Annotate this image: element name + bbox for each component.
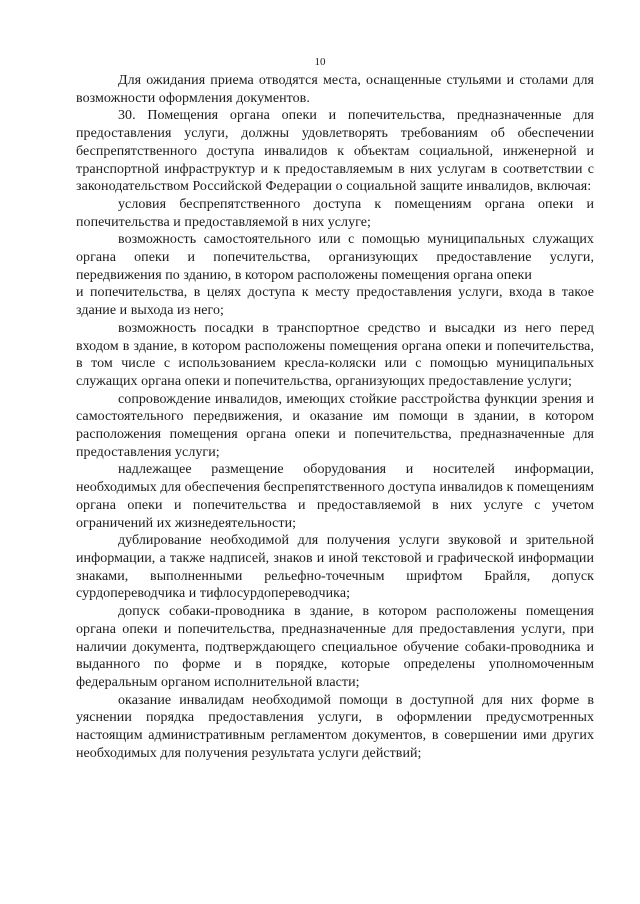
paragraph: возможность посадки в транспортное средство и высадки из него перед входом в здание, в котором расположены помещения органа опеки и попечительства, в том числе с использованием кресла-коляски или с помощью муниципальных служащих органа опеки и попечительства, организующих предоставление услуги;	[76, 320, 594, 389]
paragraph: Для ожидания приема отводятся места, оснащенные стульями и столами для возможности оформления документов.	[76, 73, 594, 106]
paragraph: допуск собаки-проводника в здание, в котором расположены помещения органа опеки и попечительства, предназначенные для предоставления услуги, при наличии документа, подтверждающего специальное обучение собаки-проводника и выданного по форме и в порядке, которые определены уполномоченным федеральным органом исполнительной власти;	[76, 604, 594, 690]
paragraph: 30. Помещения органа опеки и попечительства, предназначенные для предоставления услуги, должны удовлетворять требованиям об обеспечении беспрепятственного доступа инвалидов к объектам социальной, инженерной и транспортной инфраструктур и к предоставляемым в них услугам в соответствии с законодательством Российской Федерации о социальной защите инвалидов, включая:	[76, 108, 594, 195]
page-number: 10	[314, 56, 326, 68]
paragraph: и попечительства, в целях доступа к месту предоставления услуги, входа в такое здание и выхода из него;	[76, 285, 594, 319]
paragraph: возможность самостоятельного или с помощью муниципальных служащих органа опеки и попечительства, организующих предоставление услуги, передвижения по зданию, в котором расположены помещения органа опеки	[76, 232, 594, 283]
paragraph: условия беспрепятственного доступа к помещениям органа опеки и попечительства и предоставляемой в них услуге;	[76, 196, 594, 230]
paragraph: надлежащее размещение оборудования и носителей информации, необходимых для обеспечения беспрепятственного доступа инвалидов к помещениям органа опеки и попечительства и предоставляемой в них услуге с учетом ограничений их жизнедеятельности;	[76, 462, 594, 531]
document-body	[76, 72, 594, 762]
paragraph: сопровождение инвалидов, имеющих стойкие расстройства функции зрения и самостоятельного передвижения, и оказание им помощи в здании, в котором расположения помещения органа опеки и попечительства, предназначенные для предоставления услуги;	[76, 391, 594, 460]
paragraph: дублирование необходимой для получения услуги звуковой и зрительной информации, а также надписей, знаков и иной текстовой и графической информации знаками, выполненными рельефно-точечным шрифтом Брайля, допуск сурдопереводчика и тифлосурдопереводчика;	[76, 533, 594, 602]
paragraph: оказание инвалидам необходимой помощи в доступной для них форме в уяснении порядка предоставления услуги, в оформлении предусмотренных настоящим административным регламентом документов, в совершении ими других необходимых для получения результата услуги действий;	[76, 692, 594, 761]
